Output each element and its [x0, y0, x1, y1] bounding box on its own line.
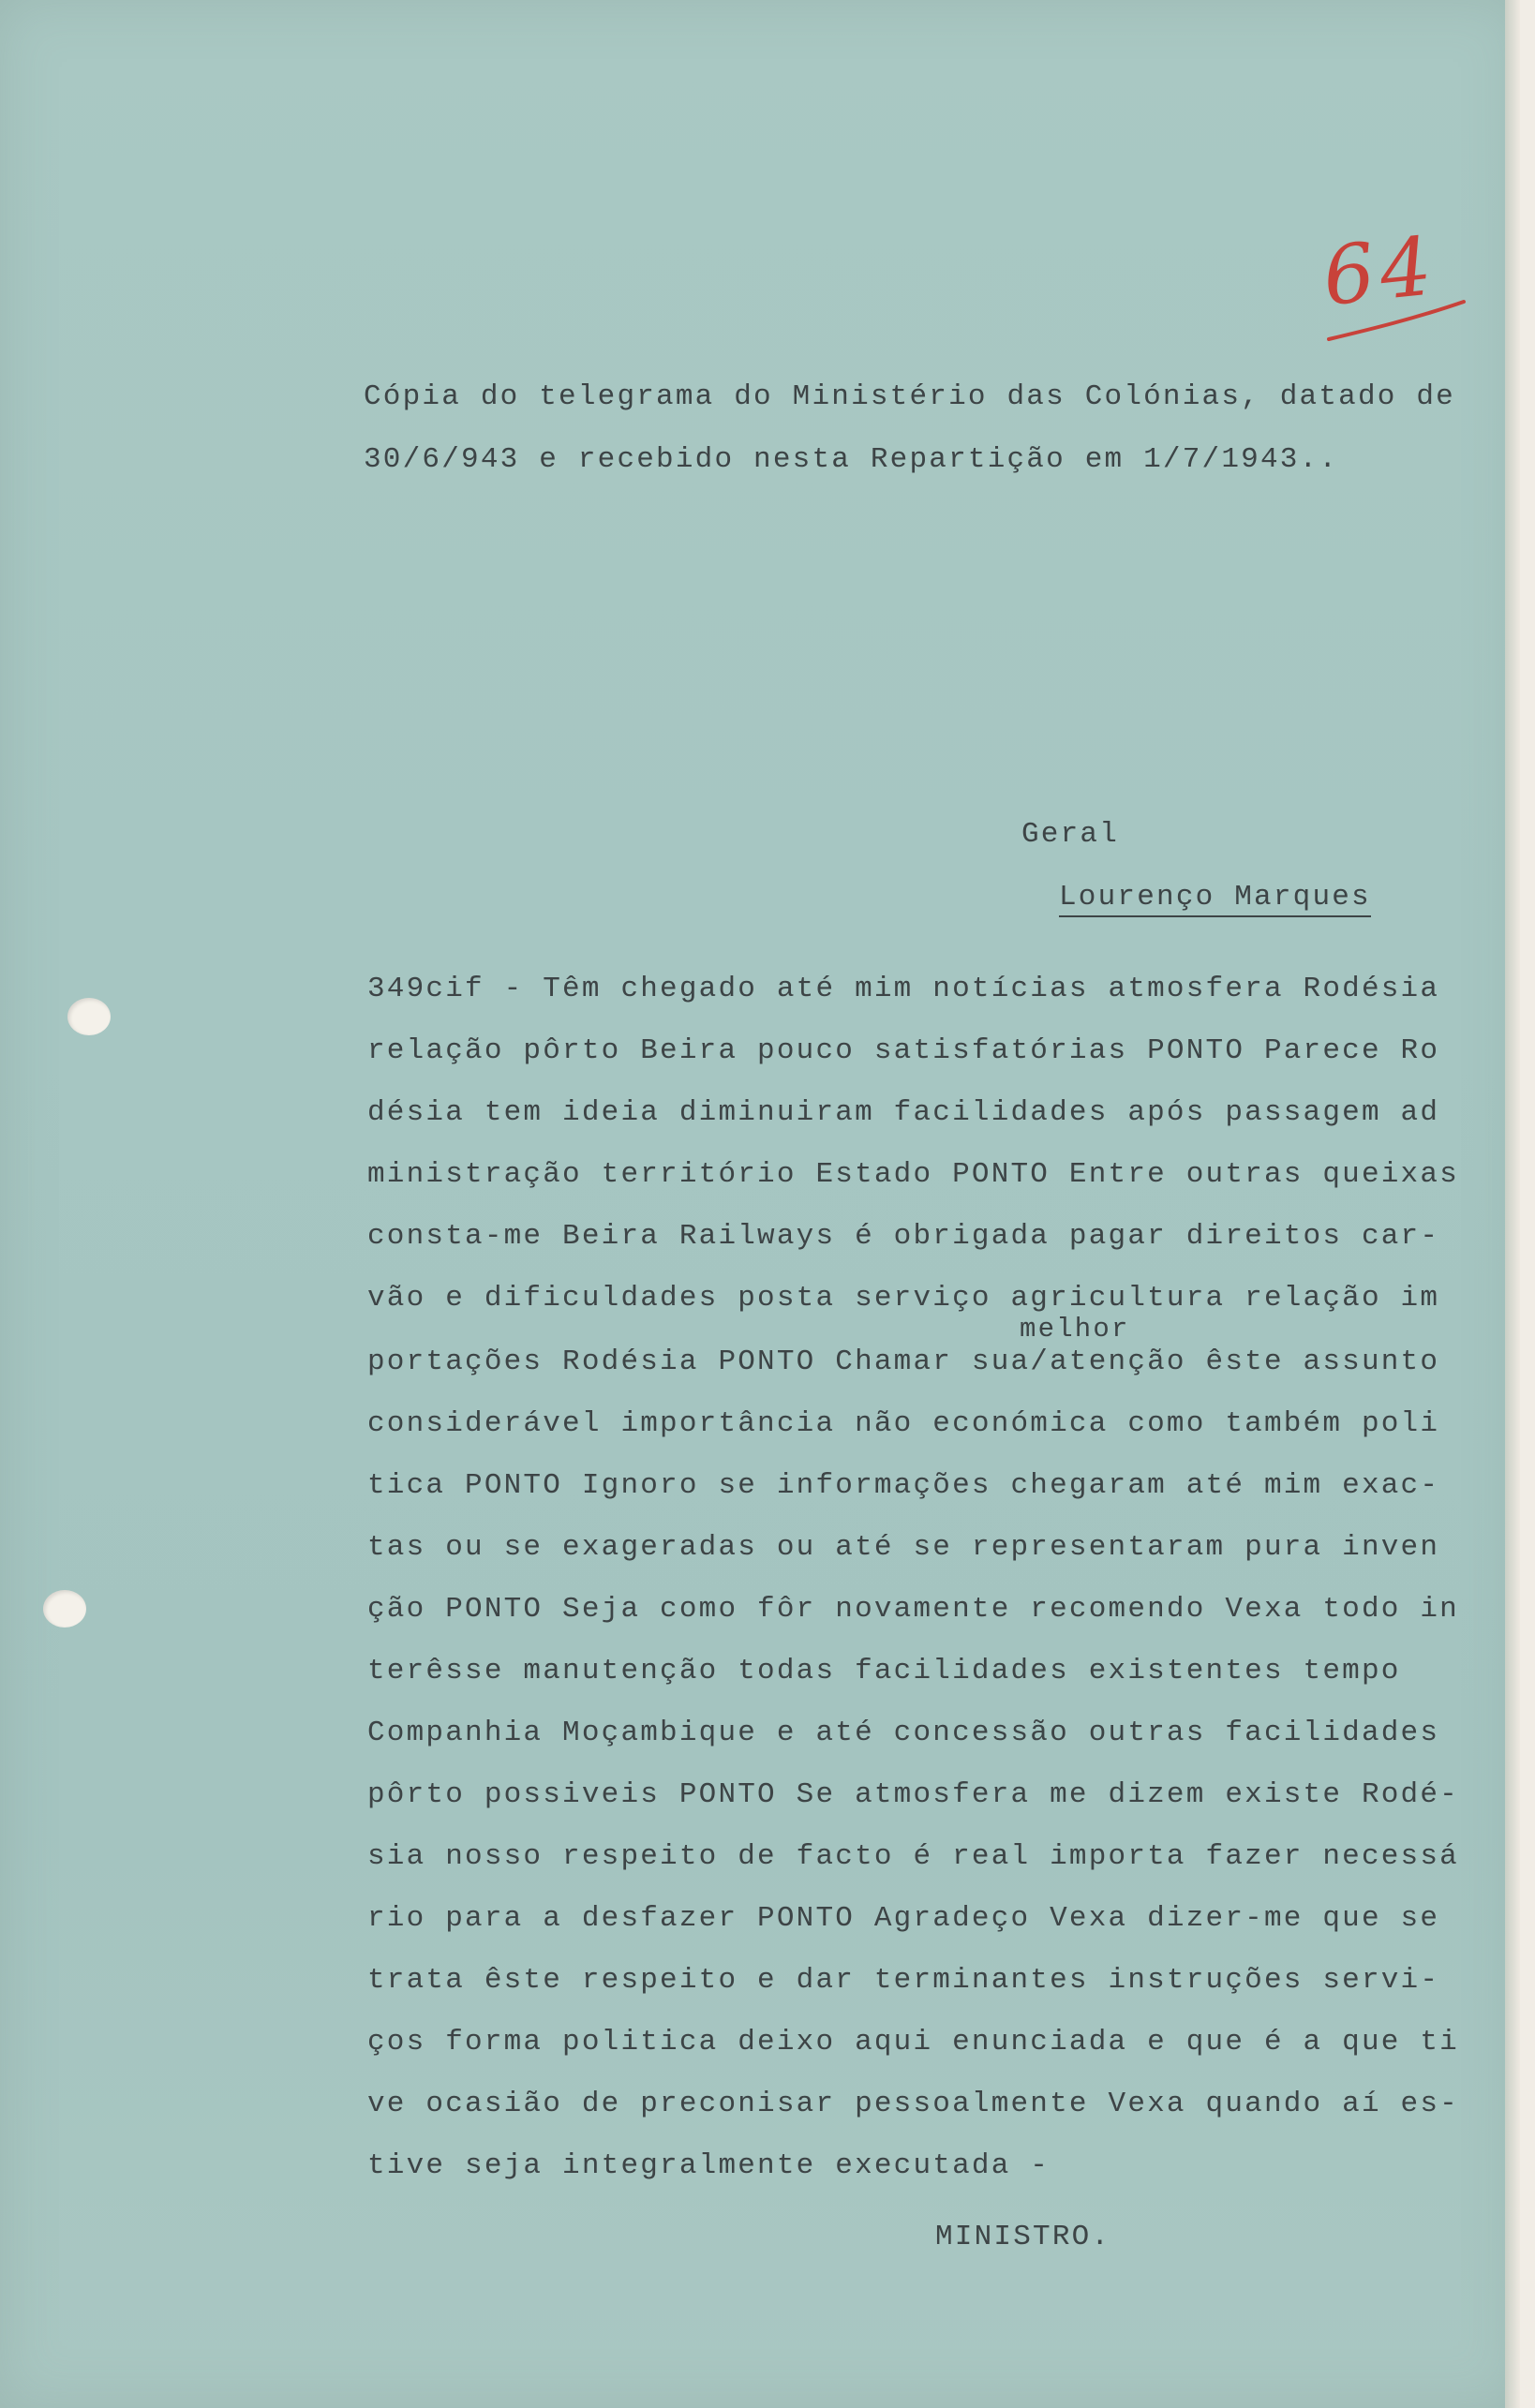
address-recipient: Geral [1021, 818, 1120, 851]
body-line: relação pôrto Beira pouco satisfatórias PONTO Parece Ro [367, 1034, 1440, 1067]
folio-number: 64 [1319, 218, 1442, 325]
body-line: ços forma politica deixo aqui enunciada e que é a que ti [367, 2026, 1459, 2059]
punch-hole-top [67, 998, 111, 1035]
header-line-1: Cópia do telegrama do Ministério das Colónias, datado de [364, 380, 1455, 413]
body-line: ministração território Estado PONTO Entre outras queixas [367, 1158, 1459, 1191]
body-line: sia nosso respeito de facto é real importa fazer necessá [367, 1840, 1459, 1873]
body-line: tive seja integralmente executada - [367, 2149, 1051, 2182]
interlinear-insertion: melhor [1020, 1314, 1130, 1345]
body-line: ção PONTO Seja como fôr novamente recomendo Vexa todo in [367, 1593, 1459, 1626]
body-line: désia tem ideia diminuiram facilidades após passagem ad [367, 1096, 1440, 1129]
body-line: trata êste respeito e dar terminantes instruções servi- [367, 1964, 1440, 1997]
body-line: vão e dificuldades posta serviço agricultura relação im [367, 1282, 1440, 1315]
body-line: rio para a desfazer PONTO Agradeço Vexa dizer-me que se [367, 1902, 1440, 1935]
body-line: ve ocasião de preconisar pessoalmente Vexa quando aí es- [367, 2088, 1459, 2120]
body-line: tica PONTO Ignoro se informações chegaram até mim exac- [367, 1469, 1440, 1502]
address-location-text: Lourenço Marques [1059, 881, 1371, 917]
body-line: tas ou se exageradas ou até se representaram pura inven [367, 1531, 1440, 1564]
folio-mark [1312, 218, 1481, 356]
body-line: Companhia Moçambique e até concessão outras facilidades [367, 1717, 1440, 1749]
folio-underline-stroke [1312, 225, 1481, 356]
body-line: pôrto possiveis PONTO Se atmosfera me dizem existe Rodé- [367, 1778, 1459, 1811]
body-line: consta-me Beira Railways é obrigada pagar direitos car- [367, 1220, 1440, 1253]
body-line: 349cif - Têm chegado até mim notícias atmosfera Rodésia [367, 973, 1440, 1005]
signature: MINISTRO. [935, 2221, 1111, 2253]
address-location [1059, 883, 1371, 912]
punch-hole-bottom [43, 1590, 86, 1628]
body-line: considerável importância não económica como também poli [367, 1407, 1440, 1440]
page-edge [1505, 0, 1520, 2408]
body-line: portações Rodésia PONTO Chamar sua/atenção êste assunto [367, 1345, 1440, 1378]
body-line: terêsse manutenção todas facilidades existentes tempo [367, 1655, 1401, 1687]
header-line-2: 30/6/943 e recebido nesta Repartição em 1/7/1943.. [364, 443, 1339, 476]
